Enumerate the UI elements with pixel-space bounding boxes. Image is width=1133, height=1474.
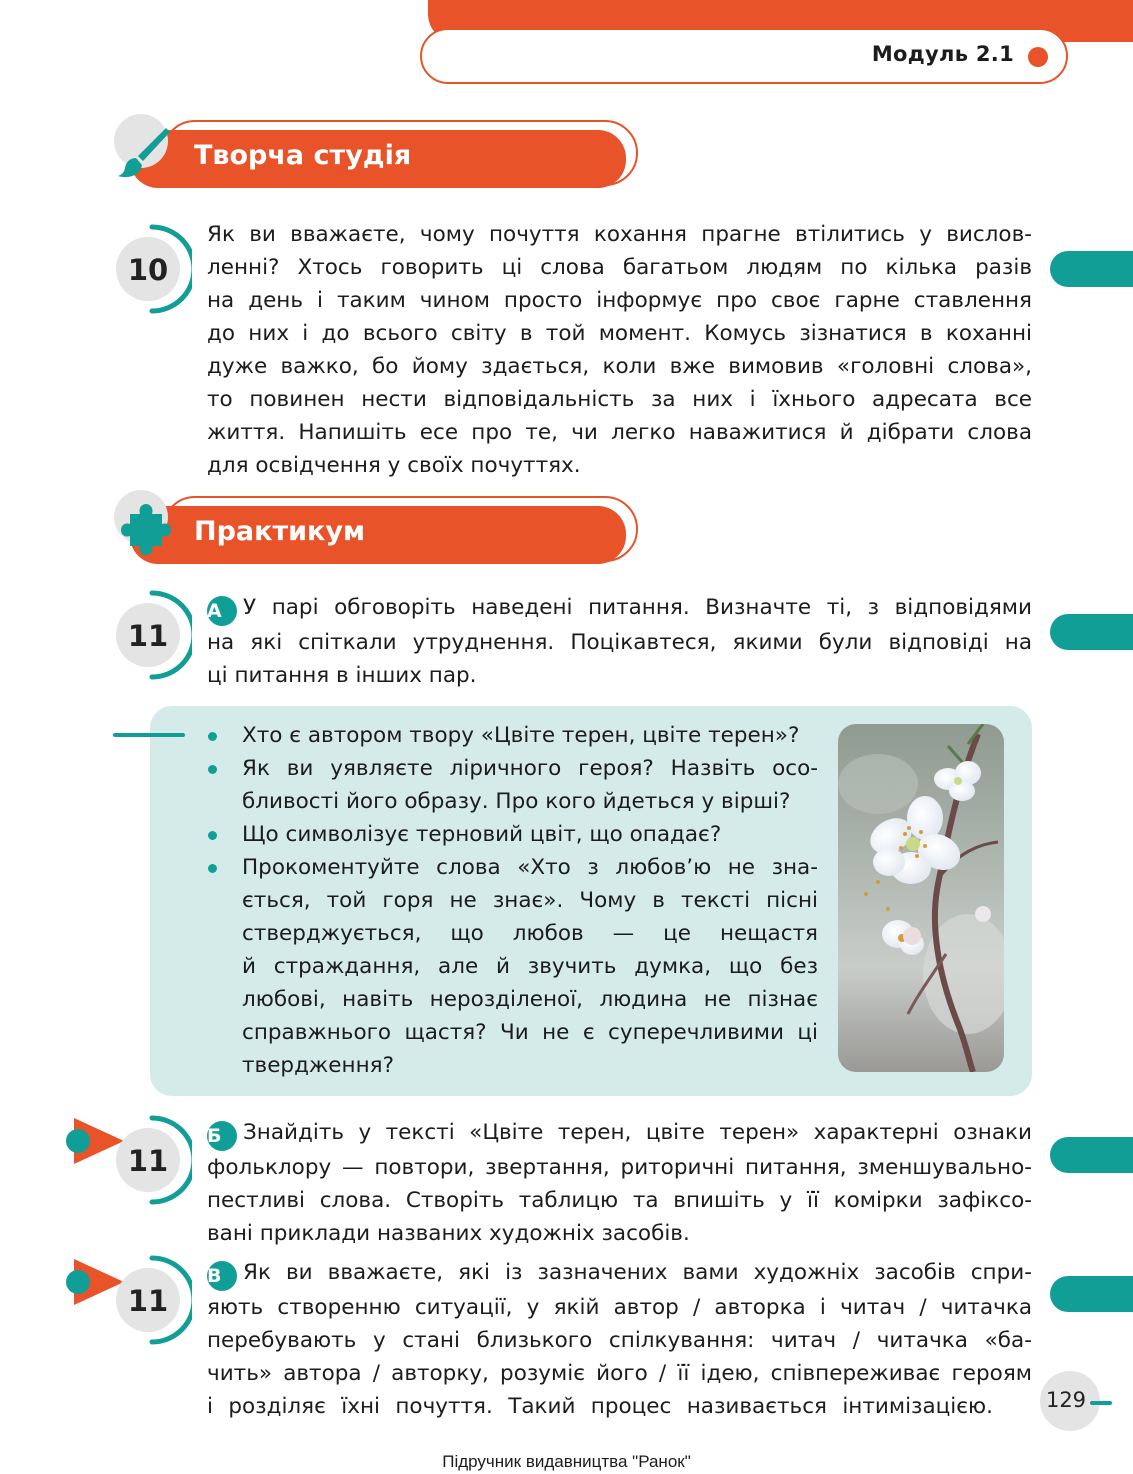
text-line: ється, той горя не знає». Чому в тексті пісні: [242, 888, 818, 913]
text-line: бливості його образу. Про кого йдеться у вірші?: [242, 789, 791, 814]
page-number: 129: [1045, 1388, 1087, 1412]
text-line: любові, навіть нерозділеної, людина не пізнає: [242, 987, 818, 1012]
task11c-text: [207, 1256, 1032, 1423]
text-line-content: У парі обговоріть наведені питання. Визначте ті, з відповідями: [243, 595, 1032, 620]
box-marker-line: [113, 733, 185, 737]
text-line: чить» автора / авторку, розуміє його / її ідею, співпереживає героям: [207, 1361, 1032, 1386]
paintbrush-icon: [116, 124, 172, 180]
text-line: Як ви уявляєте ліричного героя? Назвіть осо-: [242, 756, 818, 781]
module-badge: [420, 28, 1068, 84]
text-line: [207, 1116, 1032, 1151]
blossom-image: [838, 724, 1004, 1072]
section-header-practice: [112, 490, 642, 570]
task10-text: [207, 218, 1032, 482]
letter-badge-v: В: [207, 1261, 237, 1291]
text-line: на які спіткали утруднення. Поцікавтеся, якими були відповіді на: [207, 630, 1032, 655]
page-number-line: [1090, 1401, 1112, 1405]
list-item: [206, 851, 818, 1082]
puzzle-icon: [116, 500, 172, 556]
text-line: справжнього щастя? Чи не є суперечливими ці: [242, 1020, 818, 1045]
side-tab: [1050, 1137, 1133, 1173]
text-line: фольклору — повтори, звертання, риторичні питання, зменшувально-: [207, 1155, 1032, 1180]
text-line: ці питання в інших пар.: [207, 663, 477, 688]
list-item: [206, 818, 818, 851]
text-line: стверджується, що любов — це нещастя: [242, 921, 818, 946]
list-item: [206, 719, 818, 752]
text-line: Що символізує терновий цвіт, що опадає?: [242, 822, 722, 847]
letter-badge-b: Б: [207, 1121, 237, 1151]
blossom-photo: [838, 724, 1004, 1072]
text-line: Як ви вважаєте, чому почуття кохання прагне втілитись у вислов-: [207, 222, 1032, 247]
task11b-text: [207, 1116, 1032, 1250]
text-line: Прокоментуйте слова «Хто з любов’ю не зна-: [242, 855, 818, 880]
text-line: перебувають у стані близького спілкування: читач / читачка «ба-: [207, 1328, 1032, 1353]
text-line: Хто є автором твору «Цвіте терен, цвіте терен»?: [242, 723, 800, 748]
side-tab: [1050, 251, 1133, 287]
questions-list: [206, 719, 818, 1082]
section-header-creative: [112, 114, 642, 194]
section-title: Творча студія: [194, 140, 412, 171]
text-line: до них і до всього світу в той момент. Комусь зізнатися в коханні: [207, 321, 1032, 346]
side-tab: [1050, 614, 1133, 650]
task11a-text: [207, 591, 1032, 692]
text-line: [207, 591, 1032, 626]
text-line: то повинен нести відповідальність за них і їхнього адресата все: [207, 387, 1032, 412]
text-line: твердження?: [242, 1053, 394, 1078]
text-line: на день і таким чином просто інформує про своє гарне ставлення: [207, 288, 1032, 313]
letter-badge-a: А: [207, 596, 237, 626]
section-title: Практикум: [194, 516, 366, 547]
text-line: дуже важко, бо йому здається, коли вже вимовив «головні слова»,: [207, 354, 1032, 379]
side-tab: [1050, 1276, 1133, 1312]
task-number-11c: [112, 1252, 192, 1348]
number-label: 11: [127, 619, 169, 653]
text-line: і розділяє їхні почуття. Такий процес називається інтимізацією.: [207, 1394, 993, 1419]
module-dot: [1028, 47, 1048, 67]
number-label: 11: [127, 1284, 169, 1318]
text-line: для освідчення у своїх почуттях.: [207, 453, 581, 478]
text-line: пестливі слова. Створіть таблицю та впишіть у її комірки зафіксо-: [207, 1188, 1032, 1213]
text-line: [207, 1256, 1032, 1291]
task-number-11a: [112, 587, 192, 683]
text-line: вані приклади названих художніх засобів.: [207, 1221, 690, 1246]
number-label: 10: [127, 253, 169, 287]
module-label: Модуль 2.1: [871, 42, 1014, 66]
text-line: яють створенню ситуації, у якій автор / авторка і читач / читачка: [207, 1295, 1032, 1320]
text-line: й страждання, але й звучить думка, що без: [242, 954, 818, 979]
publisher-footer: Підручник видавництва "Ранок": [442, 1452, 691, 1471]
text-line: життя. Напишіть есе про те, чи легко наважитися й дібрати слова: [207, 420, 1032, 445]
task-number-10: [112, 221, 192, 317]
list-item: [206, 752, 818, 818]
number-label: 11: [127, 1144, 169, 1178]
text-line: ленні? Хтось говорить ці слова багатьом людям по кілька разів: [207, 255, 1032, 280]
text-line-content: Знайдіть у тексті «Цвіте терен, цвіте терен» характерні ознаки: [243, 1120, 1032, 1145]
task-number-11b: [112, 1112, 192, 1208]
text-line-content: Як ви вважаєте, які із зазначених вами художніх засобів спри-: [243, 1260, 1032, 1285]
